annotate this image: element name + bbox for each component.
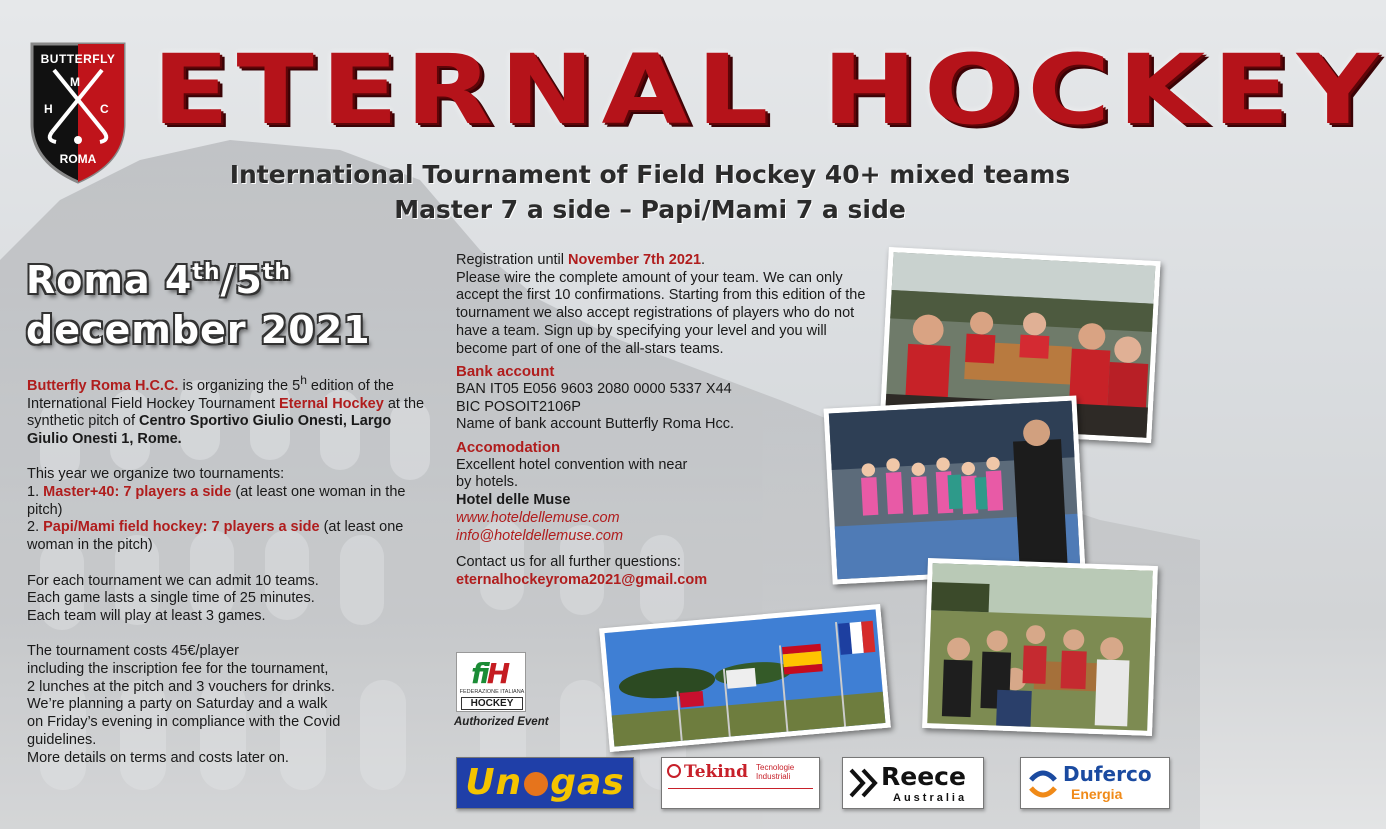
reg-suffix: .	[701, 252, 706, 268]
t2-name: Papi/Mami field hockey: 7 players a side	[43, 519, 320, 536]
left-column	[27, 372, 432, 767]
subtitle-line1: International Tournament of Field Hockey 40+ mixed teams	[229, 160, 1071, 189]
logo-letter-m: M	[70, 75, 80, 89]
logo-letter-c: C	[100, 102, 109, 116]
sponsor-unogas-logo	[456, 757, 634, 809]
date-day1-suffix: th	[192, 260, 221, 285]
cost-line5: on Friday’s evening in compliance with the Covid	[27, 714, 341, 731]
admit-line1: For each tournament we can admit 10 teams.	[27, 572, 319, 589]
duferco-sub: Energia	[1071, 786, 1123, 802]
hotel-name: Hotel delle Muse	[456, 492, 571, 509]
tournament-item-2	[27, 519, 432, 554]
registration-paragraph	[456, 252, 876, 270]
reece-sub: Australia	[893, 792, 968, 804]
fih-hockey: HOCKEY	[461, 697, 523, 710]
cost-line3: 2 lunches at the pitch and 3 vouchers for drinks.	[27, 678, 335, 695]
fih-mark-f: fi	[471, 657, 487, 690]
bank-iban: BAN IT05 E056 9603 2080 0000 5337 X44	[456, 380, 732, 397]
middle-column	[456, 252, 876, 590]
bank-name: Name of bank account Butterfly Roma Hcc.	[456, 416, 735, 433]
reg-prefix: Registration until	[456, 252, 569, 268]
unogas-text-a: Un	[465, 762, 523, 803]
logo-letter-h: H	[44, 102, 53, 116]
tekind-mark-icon	[667, 764, 681, 778]
authorized-event-label: Authorized Event	[454, 716, 549, 728]
hotel-email-link[interactable]: info@hoteldellemuse.com	[456, 527, 624, 544]
contact-email-link[interactable]: eternalhockeyroma2021@gmail.com	[456, 571, 708, 588]
date-city: Roma	[26, 258, 151, 302]
cost-line4: We’re planning a party on Saturday and a walk	[27, 696, 328, 713]
logo-top-text: BUTTERFLY	[40, 52, 116, 66]
cost-line2: including the inscription fee for the tournament,	[27, 661, 329, 678]
tournament-item-1	[27, 484, 432, 519]
intro-sup: h	[300, 373, 307, 387]
cost-paragraph	[27, 643, 432, 767]
reece-mark-icon	[849, 766, 877, 800]
photo-group-outdoor	[922, 558, 1158, 736]
logo-bottom-text: ROMA	[59, 152, 97, 166]
subtitle-line2: Master 7 a side – Papi/Mami 7 a side	[394, 195, 906, 224]
date-line1	[26, 248, 406, 305]
sponsor-reece-logo	[842, 757, 984, 809]
fih-mark-h: H	[486, 657, 508, 690]
date-day2: 5	[235, 258, 263, 302]
t1-note: (at least one woman in the pitch)	[27, 484, 406, 518]
date-separator: /	[220, 258, 236, 302]
hotel-website-link[interactable]: www.hoteldellemuse.com	[456, 509, 620, 526]
tournaments-paragraph	[27, 466, 432, 555]
intro-text2: edition of the International Field Hockey Tournament	[27, 377, 394, 412]
unogas-text-b: gas	[550, 762, 625, 803]
t1-number: 1.	[27, 484, 44, 501]
admit-line3: Each team will play at least 3 games.	[27, 607, 266, 624]
intro-text3: at the synthetic pitch of	[27, 395, 425, 430]
registration-text: Please wire the complete amount of your team. We can only accept the first 10 confirmations. Starting from this edition of the tournament we also accept registrations of players who do not have a team. Sign up by specifying your level and you will become part of one of the all-stars teams.	[456, 269, 866, 357]
event-date	[26, 248, 406, 355]
bank-bic: BIC POSOIT2106P	[456, 398, 581, 415]
reg-date: November 7th 2021	[568, 252, 702, 268]
date-month-year: december 2021	[26, 308, 371, 352]
fih-federation: FEDERAZIONE ITALIANA	[459, 689, 525, 695]
venue: Centro Sportivo Giulio Onesti, Largo Giulio Onesti 1, Rome.	[27, 413, 392, 447]
date-day2-suffix: th	[262, 260, 292, 285]
t2-number: 2.	[27, 519, 44, 536]
admit-line2: Each game lasts a single time of 25 minutes.	[27, 590, 315, 607]
duferco-name: Duferco	[1063, 762, 1152, 786]
accomodation-title: Accomodation	[456, 439, 561, 457]
fih-logo	[456, 652, 526, 712]
cost-line1: The tournament costs 45€/player	[27, 643, 239, 660]
fih-mark	[471, 657, 507, 690]
club-logo	[26, 40, 130, 186]
duferco-swirl-icon	[1027, 766, 1059, 800]
organizer-name: Butterfly Roma H.C.C.	[27, 377, 179, 394]
sponsor-duferco-logo	[1020, 757, 1170, 809]
cost-line6: guidelines.	[27, 731, 97, 748]
t2-note: (at least one woman in the pitch)	[27, 519, 404, 554]
tekind-divider	[668, 788, 813, 802]
acc-text1: Excellent hotel convention with near	[456, 456, 688, 473]
admission-paragraph	[27, 573, 432, 626]
sponsor-tekind-logo	[661, 757, 820, 809]
intro-paragraph	[27, 372, 432, 449]
reece-name: Reece	[881, 762, 966, 791]
orange-ball-icon	[524, 772, 548, 796]
cost-line7: More details on terms and costs later on.	[27, 749, 289, 766]
bank-title: Bank account	[456, 363, 555, 381]
photo-flags	[599, 604, 891, 752]
date-day1: 4	[164, 258, 193, 302]
acc-text2: by hotels.	[456, 474, 519, 491]
page-title: ETERNAL HOCKEY	[152, 34, 1386, 146]
event-name: Eternal Hockey	[279, 395, 384, 412]
tekind-tagline: Tecnologie Industriali	[756, 763, 795, 781]
tekind-name: Tekind	[684, 762, 748, 782]
photo-team-celebration	[824, 396, 1086, 585]
intro-text1: is organizing the 5	[178, 377, 301, 394]
spacer	[456, 545, 876, 554]
tournaments-intro: This year we organize two tournaments:	[27, 466, 285, 483]
t1-name: Master+40: 7 players a side	[43, 484, 232, 501]
contact-text: Contact us for all further questions:	[456, 554, 681, 571]
